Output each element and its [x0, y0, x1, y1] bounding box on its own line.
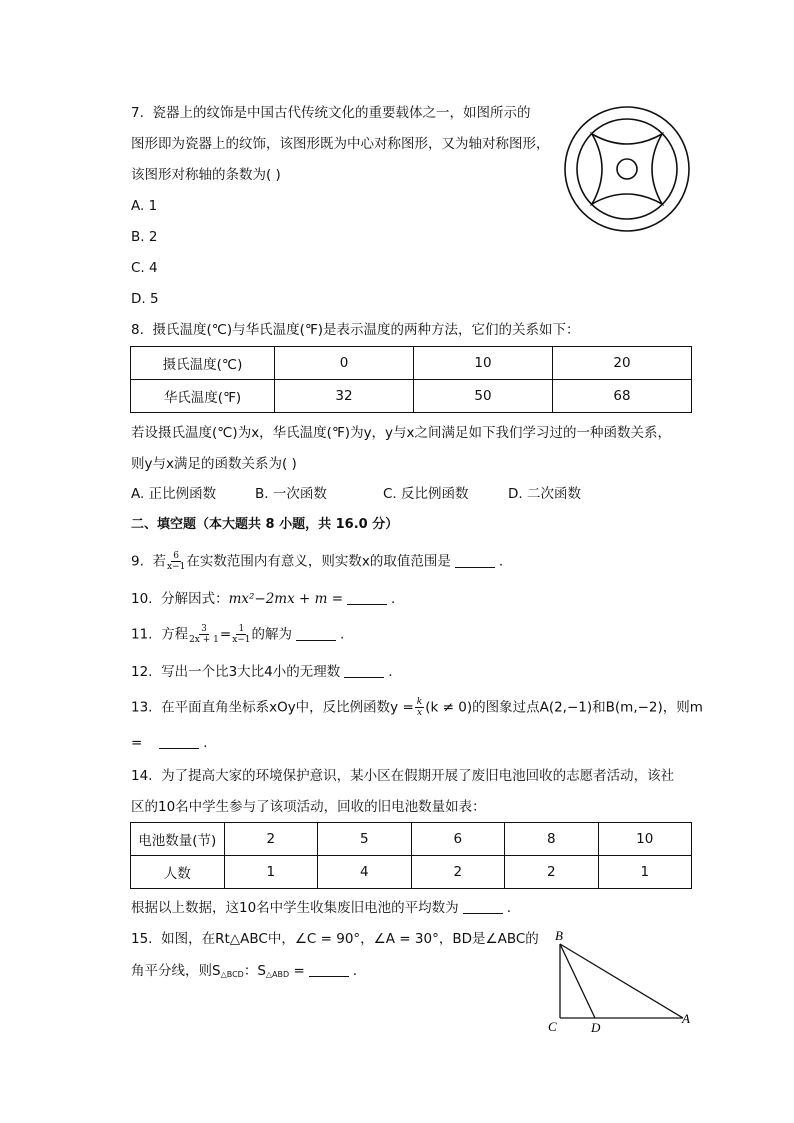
q14-line1: 14. 为了提高大家的环境保护意识，某小区在假期开展了废旧电池回收的志愿者活动，该社	[131, 768, 675, 784]
temperature-table	[130, 346, 692, 413]
q7-line2: 图形即为瓷器上的纹饰，该图形既为中心对称图形，又为轴对称图形，	[131, 136, 550, 152]
outer-circle	[565, 107, 689, 231]
label-a: A	[682, 1011, 690, 1026]
q12: 12. 写出一个比3大比4小的无理数 .	[131, 664, 393, 680]
battery-table	[130, 822, 692, 889]
answer-blank[interactable]	[159, 734, 199, 749]
q7-text1: 瓷器上的纹饰是中国古代传统文化的重要载体之一，如图所示的	[152, 105, 531, 121]
q15-line1: 15. 如图，在Rt△ABC中，∠C = 90°，∠A = 30°，BD是∠ABC的	[131, 931, 539, 947]
table-row: 电池数量(节) 2 5 6 8 10	[131, 823, 692, 856]
q7-option-b: B. 2	[131, 229, 158, 245]
side-ba	[560, 944, 683, 1018]
answer-blank[interactable]	[463, 899, 503, 914]
table-row: 人数 1 4 2 2 1	[131, 856, 692, 889]
label-c: C	[548, 1019, 557, 1034]
q8-option-b: B. 一次函数	[255, 486, 327, 502]
q8-option-d: D. 二次函数	[508, 486, 581, 502]
center-circle	[617, 159, 637, 179]
section-heading: 二、填空题（本大题共 8 小题，共 16.0 分）	[131, 517, 399, 532]
q8-stem: 8. 摄氏温度(℃)与华氏温度(℉)是表示温度的两种方法，它们的关系如下：	[131, 322, 580, 338]
q14-line2: 区的10名中学生参与了该项活动，回收的旧电池数量如表：	[131, 799, 486, 815]
q11: 11. 方程 $\frac{3}{2x + 1}$ = $\frac{1}{x-1}$ 的解为 .	[131, 624, 345, 645]
q7-option-a: A. 1	[131, 198, 158, 214]
table-row: 摄氏温度(℃) 0 10 20	[131, 347, 692, 380]
q14-line3: 根据以上数据，这10名中学生收集废旧电池的平均数为 .	[131, 900, 511, 916]
answer-blank[interactable]	[344, 663, 384, 678]
q13-line2: = .	[131, 735, 208, 751]
concave-square-shape	[592, 134, 662, 204]
answer-blank[interactable]	[455, 553, 495, 568]
q9-fraction: $\frac{6}{x-1}$	[166, 551, 186, 572]
q9: 9. 若 $\frac{6}{x-1}$ 在实数范围内有意义，则实数x的取值范围是 .	[131, 551, 504, 572]
q13: 13. 在平面直角坐标系xOy中，反比例函数y = $\frac{k}{x}$ (k ≠ 0)的图象过点A(2,−1)和B(m,−2)，则m	[131, 697, 703, 718]
q7-option-d: D. 5	[131, 291, 159, 307]
table-row: 华氏温度(℉) 32 50 68	[131, 380, 692, 413]
q7-number: 7.	[131, 105, 144, 121]
answer-blank[interactable]	[296, 626, 336, 641]
label-b: B	[555, 928, 563, 943]
porcelain-pattern-figure	[562, 104, 692, 234]
q8-line2: 若设摄氏温度(℃)为x，华氏温度(℉)为y，y与x之间满足如下我们学习过的一种函数关系，	[131, 425, 672, 441]
q7-line1	[131, 103, 530, 123]
q10: 10. 分解因式：mx²−2mx + m = .	[131, 591, 396, 607]
q13-fraction: $\frac{k}{x}$	[416, 697, 423, 718]
q11-fraction-right: $\frac{1}{x-1}$	[232, 624, 251, 645]
q11-fraction-left: $\frac{3}{2x + 1}$	[189, 624, 219, 645]
q8-line3: 则y与x满足的函数关系为( )	[131, 456, 297, 472]
q8-option-c: C. 反比例函数	[383, 486, 469, 502]
q8-options	[131, 484, 581, 504]
q7-line3: 该图形对称轴的条数为( )	[131, 167, 281, 183]
answer-blank[interactable]	[347, 590, 387, 605]
label-d: D	[591, 1020, 601, 1035]
triangle-figure	[545, 926, 695, 1036]
answer-blank[interactable]	[309, 962, 349, 977]
q15-line2: 角平分线，则$S_{\triangle BCD}$：$S_{\triangle ABD}$ = .	[131, 963, 358, 979]
q8-option-a: A. 正比例函数	[131, 486, 217, 502]
q7-option-c: C. 4	[131, 260, 158, 276]
